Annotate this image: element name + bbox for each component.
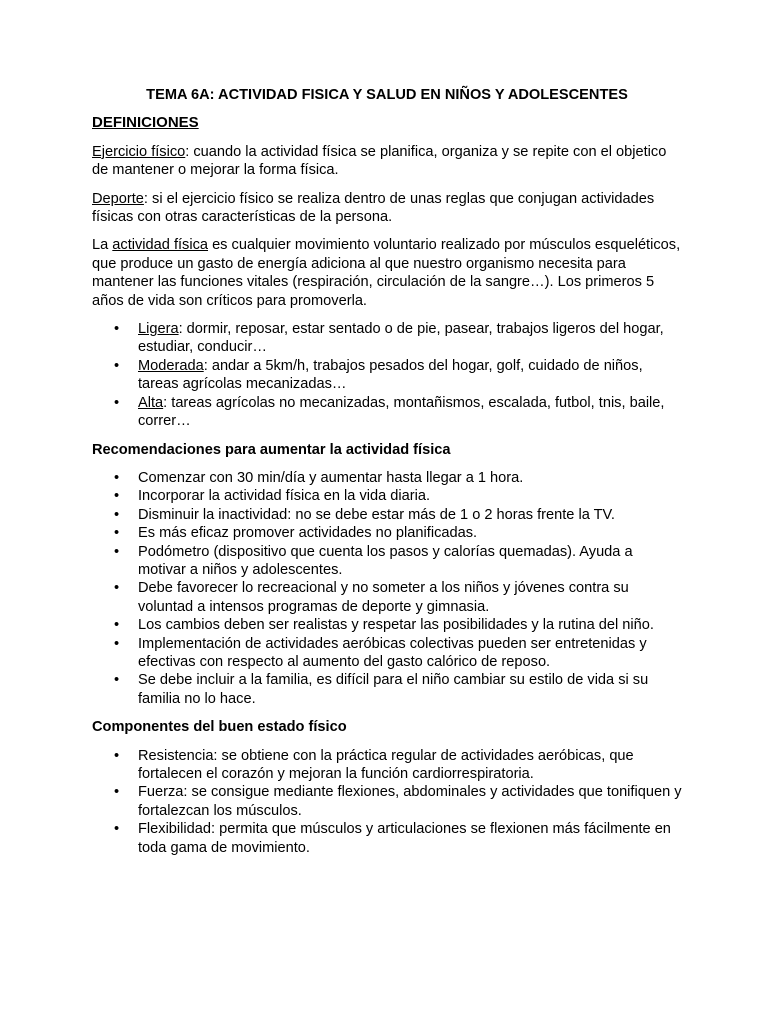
definition-actividad-prefix: La bbox=[92, 237, 113, 254]
activity-levels-list bbox=[92, 320, 682, 430]
recommendation-text: Disminuir la inactividad: no se debe estar más de 1 o 2 horas frente la TV. bbox=[138, 506, 615, 523]
list-item bbox=[92, 820, 682, 857]
recommendations-list bbox=[92, 469, 682, 708]
level-text: : tareas agrícolas no mecanizadas, montañismos, escalada, futbol, tnis, baile, correr… bbox=[138, 394, 665, 430]
definitions-heading: DEFINICIONES bbox=[92, 114, 199, 132]
bullet-icon: • bbox=[114, 784, 120, 801]
list-item bbox=[92, 524, 682, 542]
recommendation-text: Comenzar con 30 min/día y aumentar hasta llegar a 1 hora. bbox=[138, 469, 524, 486]
term-actividad: actividad física bbox=[112, 237, 209, 254]
document-title: TEMA 6A: ACTIVIDAD FISICA Y SALUD EN NIÑOS Y ADOLESCENTES bbox=[146, 87, 628, 103]
component-text: Fuerza: se consigue mediante flexiones, abdominales y actividades que tonifiquen y fortalezcan los músculos. bbox=[138, 784, 682, 819]
list-item bbox=[92, 635, 682, 672]
bullet-icon: • bbox=[114, 543, 120, 560]
bullet-icon: • bbox=[114, 672, 120, 689]
list-item bbox=[92, 579, 682, 616]
level-text: : dormir, reposar, estar sentado o de pie, pasear, trabajos ligeros del hogar, estudiar, conducir… bbox=[138, 321, 664, 356]
list-item bbox=[92, 487, 682, 505]
recommendation-text: Debe favorecer lo recreacional y no someter a los niños y jóvenes contra su voluntad a intensos programas de deporte y gimnasia. bbox=[138, 580, 629, 615]
recommendation-text: Implementación de actividades aeróbicas colectivas pueden ser entretenidas y efectivas con respecto al aumento del gasto calórico de reposo. bbox=[138, 635, 647, 670]
list-item bbox=[92, 783, 682, 820]
bullet-icon: • bbox=[114, 747, 120, 764]
term-deporte: Deporte bbox=[92, 190, 144, 207]
definition-deporte bbox=[92, 190, 682, 227]
list-item bbox=[92, 747, 682, 784]
component-text: Flexibilidad: permita que músculos y articulaciones se flexionen más fácilmente en toda gama de movimiento. bbox=[138, 821, 671, 856]
definition-actividad bbox=[92, 236, 682, 310]
definition-actividad-text: es cualquier movimiento voluntario realizado por músculos esqueléticos, que produce un gasto de energía adiciona al que nuestro organismo necesita para mantener las funciones vitales (respiración, circulación de la sangre…). Los primeros 5 años de vida son críticos para promoverla. bbox=[92, 237, 681, 309]
bullet-icon: • bbox=[114, 488, 120, 505]
component-text: Resistencia: se obtiene con la práctica regular de actividades aeróbicas, que fortalecen el corazón y mejoran la función cardiorrespiratoria. bbox=[138, 747, 634, 782]
level-term: Alta bbox=[138, 394, 164, 411]
bullet-icon: • bbox=[114, 821, 120, 838]
recommendation-text: Los cambios deben ser realistas y respetar las posibilidades y la rutina del niño. bbox=[138, 617, 654, 634]
list-item bbox=[92, 357, 682, 394]
bullet-icon: • bbox=[114, 580, 120, 597]
recommendation-text: Incorporar la actividad física en la vida diaria. bbox=[138, 488, 431, 505]
bullet-icon: • bbox=[114, 394, 120, 411]
recommendation-text: Es más eficaz promover actividades no planificadas. bbox=[138, 525, 478, 542]
bullet-icon: • bbox=[114, 617, 120, 634]
level-text: : andar a 5km/h, trabajos pesados del hogar, golf, cuidado de niños, tareas agrícolas mecanizadas… bbox=[138, 357, 643, 393]
level-term: Ligera bbox=[138, 321, 179, 338]
definition-ejercicio-text: : cuando la actividad física se planifica, organiza y se repite con el objetico de mantener o mejorar la forma física. bbox=[92, 143, 667, 179]
term-ejercicio: Ejercicio físico bbox=[92, 143, 186, 160]
bullet-icon: • bbox=[114, 525, 120, 542]
list-item bbox=[92, 543, 682, 580]
definition-deporte-text: : si el ejercicio físico se realiza dentro de unas reglas que conjugan actividades físicas con otras características de la persona. bbox=[92, 190, 655, 226]
recommendation-text: Podómetro (dispositivo que cuenta los pasos y calorías quemadas). Ayuda a motivar a niños y adolescentes. bbox=[138, 543, 633, 578]
list-item bbox=[92, 616, 682, 634]
level-term: Moderada bbox=[138, 357, 204, 374]
bullet-icon: • bbox=[114, 469, 120, 486]
list-item bbox=[92, 671, 682, 708]
list-item bbox=[92, 394, 682, 431]
definition-ejercicio bbox=[92, 143, 682, 180]
recommendation-text: Se debe incluir a la familia, es difícil para el niño cambiar su estilo de vida si su familia no lo hace. bbox=[138, 672, 649, 707]
bullet-icon: • bbox=[114, 357, 120, 374]
bullet-icon: • bbox=[114, 635, 120, 652]
list-item bbox=[92, 320, 682, 357]
list-item bbox=[92, 506, 682, 524]
bullet-icon: • bbox=[114, 506, 120, 523]
components-heading: Componentes del buen estado físico bbox=[92, 719, 347, 736]
document-page bbox=[92, 86, 682, 867]
bullet-icon: • bbox=[114, 321, 120, 338]
components-list bbox=[92, 747, 682, 857]
recommendations-heading: Recomendaciones para aumentar la actividad física bbox=[92, 441, 451, 458]
list-item bbox=[92, 469, 682, 487]
